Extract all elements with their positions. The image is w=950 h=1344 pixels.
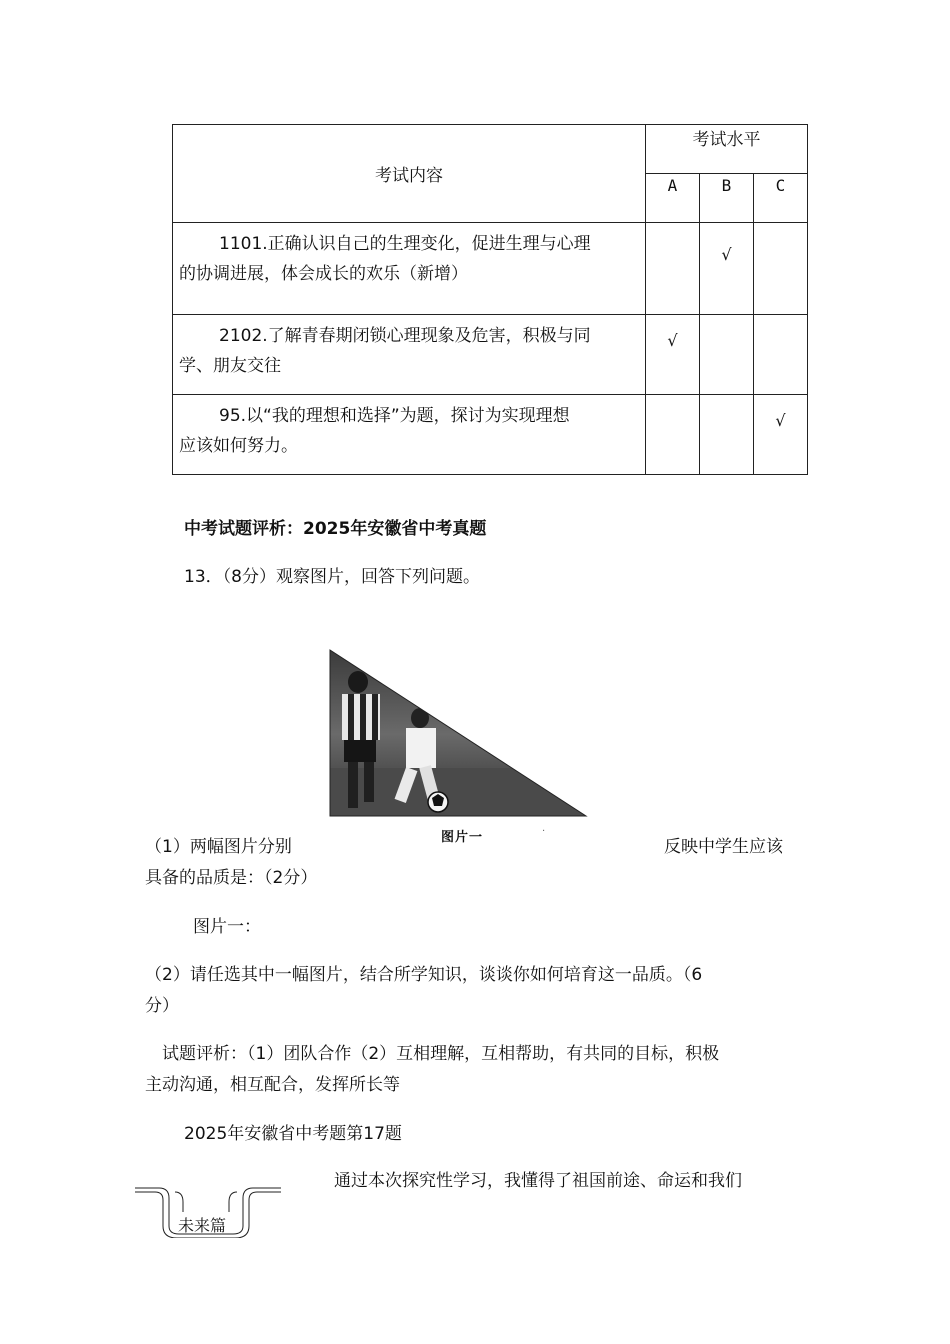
image-dot: · [542,826,546,837]
sub-question-2-line1: （2）请任选其中一幅图片，结合所学知识，谈谈你如何培育这一品质。（6 [145,965,703,985]
check-cell-b [700,395,754,475]
level-b-header: B [700,174,754,223]
row-content: 2102.了解青春期闭锁心理现象及危害，积极与同 学、朋友交往 [173,315,646,395]
analysis-title: 中考试题评析：2025年安徽省中考真题 [184,519,487,539]
level-c-header: C [754,174,808,223]
header-content: 考试内容 [173,125,646,223]
table-row [173,395,808,475]
table-row [173,315,808,395]
sub-question-2-line2: 分） [145,996,179,1016]
row-content: 1101.正确认识自己的生理变化，促进生理与心理 的协调进展，体会成长的欢乐（新增） [173,223,646,315]
future-label: 未来篇 [178,1216,227,1235]
check-cell-c [754,223,808,315]
sub-question-1-right: 反映中学生应该 [664,837,783,857]
image-caption: 图片一 [441,830,484,845]
check-mark: √ [646,315,700,395]
sub-question-1-line2: 具备的品质是：（2分） [145,868,318,888]
picture-one-label: 图片一： [193,917,261,937]
level-a-header: A [646,174,700,223]
question-17-title: 2025年安徽省中考题第17题 [184,1124,402,1144]
sub-question-1-left: （1）两幅图片分别 [145,837,292,857]
check-cell-a [646,395,700,475]
check-cell-b [700,315,754,395]
evaluation-line1: 试题评析：（1）团队合作（2）互相理解，互相帮助，有共同的目标，积极 [162,1044,720,1064]
check-mark: √ [700,223,754,315]
soccer-photo [328,648,590,820]
check-cell-a [646,223,700,315]
question-17-text: 通过本次探究性学习，我懂得了祖国前途、命运和我们 [334,1171,742,1191]
check-cell-c [754,315,808,395]
row-content: 95.以“我的理想和选择”为题，探讨为实现理想 应该如何努力。 [173,395,646,475]
header-level: 考试水平 [646,125,808,174]
check-mark: √ [754,395,808,475]
evaluation-line2: 主动沟通，相互配合，发挥所长等 [145,1075,400,1095]
question-13: 13．（8分）观察图片，回答下列问题。 [184,567,480,587]
standards-table [172,124,808,475]
table-row [173,223,808,315]
